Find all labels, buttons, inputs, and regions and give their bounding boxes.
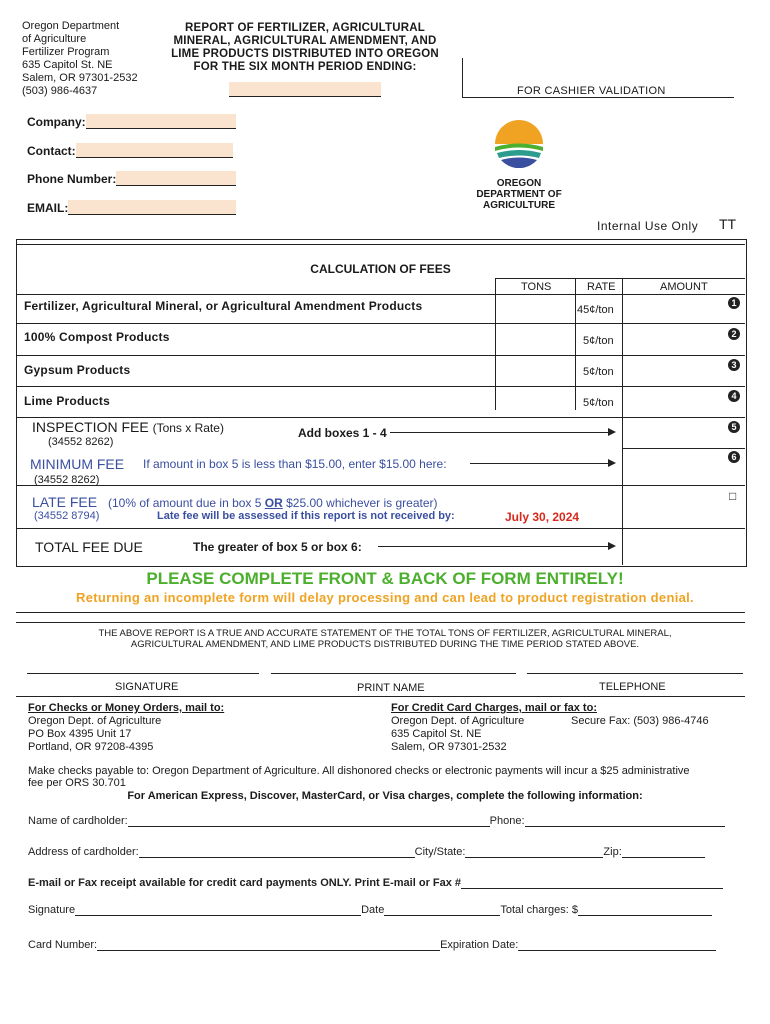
checks-line: Portland, OR 97208-4395: [28, 741, 154, 753]
cardholder-address-field[interactable]: [28, 846, 705, 858]
late-fee-notice: Late fee will be assessed if this report is not received by:: [157, 510, 455, 522]
checks-line: PO Box 4395 Unit 17: [28, 728, 132, 740]
contact-label: Contact:: [27, 144, 76, 158]
arrow-line: [390, 432, 608, 433]
grid-line: [16, 323, 745, 324]
card-number-label: Card Number:: [28, 939, 98, 951]
card-signature-field[interactable]: [28, 904, 712, 916]
late-fee-title: LATE FEE: [32, 494, 98, 510]
logo-line: AGRICULTURE: [482, 200, 556, 211]
late-fee-code: (34552 8794): [34, 510, 100, 522]
fee-table-double-line: [16, 244, 745, 245]
col-amount: AMOUNT: [660, 281, 708, 293]
grid-line: [495, 278, 575, 279]
late-fee-instruction: [108, 496, 438, 510]
card-signature-input[interactable]: [75, 905, 361, 916]
total-charges-label: Total charges: $: [500, 904, 578, 916]
grid-line: [16, 355, 745, 356]
cashier-divider: [462, 58, 463, 98]
total-charges-input[interactable]: [578, 905, 712, 916]
expiration-label: Expiration Date:: [440, 939, 519, 951]
fee-heading: CALCULATION OF FEES: [310, 262, 451, 276]
city-state-label: City/State:: [414, 846, 466, 858]
card-number-input[interactable]: [97, 940, 440, 951]
grid-line: [16, 417, 745, 418]
phone-input[interactable]: [116, 171, 236, 186]
oda-logo-icon: [492, 120, 546, 168]
print-name-line[interactable]: [271, 673, 516, 674]
payable-note: [28, 765, 748, 789]
address-line: Fertilizer Program: [22, 46, 110, 58]
arrow-line: [470, 463, 608, 464]
amount-input-3[interactable]: [625, 357, 725, 384]
box-number-4: 4: [728, 390, 740, 402]
cardholder-phone-input[interactable]: [525, 816, 725, 827]
arrow-right-icon: [608, 542, 616, 550]
minimum-fee-code: (34552 8262): [34, 474, 100, 486]
amount-input-late[interactable]: [625, 488, 725, 526]
card-date-input[interactable]: [384, 905, 500, 916]
title-line: LIME PRODUCTS DISTRIBUTED INTO OREGON: [171, 48, 439, 60]
telephone-label: TELEPHONE: [599, 681, 666, 693]
grid-line: [16, 528, 745, 529]
cardholder-address-label: Address of cardholder:: [28, 846, 139, 858]
inspection-fee-sub: (Tons x Rate): [152, 421, 224, 435]
card-signature-label: Signature: [28, 904, 76, 916]
card-instructions: For American Express, Discover, MasterCard, or Visa charges, complete the following information:: [127, 790, 643, 802]
box-number-late: □: [729, 489, 737, 503]
expiration-input[interactable]: [518, 940, 716, 951]
company-input[interactable]: [86, 114, 236, 129]
grid-line: [16, 485, 745, 486]
address-line: (503) 986-4637: [22, 85, 98, 97]
zip-input[interactable]: [622, 847, 705, 858]
payable-line: Make checks payable to: Oregon Department of Agriculture. All dishonored checks or electronic payments will incur a $25 administrative: [28, 765, 690, 777]
zip-label: Zip:: [603, 846, 622, 858]
complete-form-notice: PLEASE COMPLETE FRONT & BACK OF FORM ENTIRELY!: [146, 569, 624, 588]
tons-input-2[interactable]: [500, 326, 573, 353]
cc-line: Oregon Dept. of Agriculture: [391, 715, 525, 727]
signature-label: SIGNATURE: [115, 681, 179, 693]
phone-label: Phone Number:: [27, 172, 117, 186]
divider: [16, 622, 745, 623]
contact-field[interactable]: [27, 143, 233, 158]
box-number-1: 1: [728, 297, 740, 309]
grid-vline-tons: [495, 278, 496, 410]
title-line: MINERAL, AGRICULTURAL AMENDMENT, AND: [173, 35, 437, 47]
cardholder-phone-label: Phone:: [489, 815, 525, 827]
late-fee-instruction-b: $25.00 whichever is greater): [282, 496, 438, 510]
payable-line: fee per ORS 30.701: [28, 777, 126, 789]
form-title: [150, 22, 460, 74]
inspection-fee-title: [32, 419, 224, 435]
grid-line: [575, 278, 745, 279]
box-number-3: 3: [728, 359, 740, 371]
oda-logo-text: [466, 178, 572, 211]
agency-address: [22, 20, 138, 98]
cardholder-name-label: Name of cardholder:: [28, 815, 128, 827]
total-fee-instruction: The greater of box 5 or box 6:: [193, 540, 362, 554]
oda-logo: [492, 120, 546, 173]
statement-line: AGRICULTURAL AMENDMENT, AND LIME PRODUCTS DISTRIBUTED DURING THE TIME PERIOD STATED ABOVE.: [130, 639, 640, 650]
receipt-label: E-mail or Fax receipt available for credit card payments ONLY. Print E-mail or Fax #: [28, 877, 462, 889]
row-label-gypsum: Gypsum Products: [24, 363, 131, 377]
email-field[interactable]: [27, 200, 236, 215]
arrow-right-icon: [608, 428, 616, 436]
box-number-2: 2: [728, 328, 740, 340]
city-state-input[interactable]: [465, 847, 603, 858]
company-field[interactable]: [27, 114, 236, 129]
box-number-5: 5: [728, 421, 740, 433]
total-fee-title: TOTAL FEE DUE: [35, 539, 143, 555]
address-line: Salem, OR 97301-2532: [22, 72, 138, 84]
grid-line: [16, 386, 745, 387]
row-label-fertilizer: Fertilizer, Agricultural Mineral, or Agricultural Amendment Products: [24, 299, 423, 313]
minimum-fee-title: MINIMUM FEE: [30, 456, 125, 472]
amount-input-5[interactable]: [625, 419, 725, 446]
cardholder-name-field[interactable]: [28, 815, 725, 827]
credit-card-mailing: [391, 702, 597, 754]
inspection-fee-instruction: Add boxes 1 - 4: [298, 426, 387, 440]
print-name-label: PRINT NAME: [357, 682, 425, 694]
tons-input-1[interactable]: [500, 296, 573, 321]
box-number-6: 6: [728, 451, 740, 463]
amount-input-4[interactable]: [625, 388, 725, 415]
grid-line: [622, 448, 745, 449]
email-input[interactable]: [68, 200, 236, 215]
late-fee-or: OR: [264, 496, 283, 510]
phone-field[interactable]: [27, 171, 236, 186]
arrow-right-icon: [608, 459, 616, 467]
address-line: of Agriculture: [22, 33, 87, 45]
secure-fax: Secure Fax: (503) 986-4746: [571, 715, 709, 727]
row-label-lime: Lime Products: [24, 394, 110, 408]
grid-line: [16, 294, 745, 295]
row-rate: 5¢/ton: [583, 397, 614, 409]
amount-input-6[interactable]: [625, 450, 725, 483]
checks-line: Oregon Dept. of Agriculture: [28, 715, 162, 727]
cc-line: 635 Capitol St. NE: [391, 728, 482, 740]
total-fee-input[interactable]: [625, 531, 725, 563]
card-number-field[interactable]: [28, 939, 716, 951]
late-fee-instruction-a: (10% of amount due in box 5: [108, 496, 265, 510]
internal-use-code: TT: [719, 216, 737, 232]
tons-input-3[interactable]: [500, 357, 573, 384]
incomplete-form-warning: Returning an incomplete form will delay processing and can lead to product registration denial.: [76, 590, 694, 605]
logo-line: OREGON: [496, 178, 542, 189]
address-line: Oregon Department: [22, 20, 120, 32]
receipt-field[interactable]: [28, 877, 723, 889]
contact-input[interactable]: [76, 143, 233, 158]
cashier-label: FOR CASHIER VALIDATION: [517, 85, 666, 97]
cc-title: For Credit Card Charges, mail or fax to:: [391, 702, 597, 714]
amount-input-2[interactable]: [625, 326, 725, 353]
tons-input-4[interactable]: [500, 388, 573, 415]
row-rate: 5¢/ton: [583, 366, 614, 378]
grid-vline-rate: [575, 278, 576, 410]
cardholder-address-input[interactable]: [139, 847, 415, 858]
internal-use-label: Internal Use Only: [597, 219, 699, 233]
statement-line: THE ABOVE REPORT IS A TRUE AND ACCURATE STATEMENT OF THE TOTAL TONS OF FERTILIZER, AGRICULTURAL MINERAL,: [98, 628, 672, 639]
email-label: EMAIL:: [27, 201, 69, 215]
logo-line: DEPARTMENT OF: [476, 189, 562, 200]
row-rate: 45¢/ton: [577, 304, 614, 316]
card-date-label: Date: [361, 904, 385, 916]
telephone-line[interactable]: [527, 673, 743, 674]
grid-vline-amount: [622, 278, 623, 565]
inspection-fee-label: INSPECTION FEE: [32, 419, 149, 435]
signature-line[interactable]: [27, 673, 259, 674]
receipt-input[interactable]: [461, 878, 723, 889]
company-label: Company:: [27, 115, 86, 129]
divider: [16, 612, 745, 613]
divider: [16, 696, 745, 697]
col-rate: RATE: [587, 281, 616, 293]
cardholder-name-input[interactable]: [128, 816, 490, 827]
inspection-fee-code: (34552 8262): [48, 436, 114, 448]
arrow-line: [378, 546, 608, 547]
amount-input-1[interactable]: [625, 296, 725, 321]
cc-line: Salem, OR 97301-2532: [391, 741, 507, 753]
checks-title: For Checks or Money Orders, mail to:: [28, 702, 225, 714]
period-ending-field[interactable]: [229, 82, 381, 97]
address-line: 635 Capitol St. NE: [22, 59, 113, 71]
checks-mailing: [28, 702, 224, 754]
minimum-fee-instruction: If amount in box 5 is less than $15.00, enter $15.00 here:: [143, 457, 447, 471]
row-rate: 5¢/ton: [583, 335, 614, 347]
row-label-compost: 100% Compost Products: [24, 330, 170, 344]
certification-statement: [0, 628, 770, 650]
late-fee-due-date: July 30, 2024: [505, 510, 580, 524]
col-tons: TONS: [521, 281, 552, 293]
title-line: REPORT OF FERTILIZER, AGRICULTURAL: [185, 22, 425, 34]
title-line: FOR THE SIX MONTH PERIOD ENDING:: [193, 61, 417, 73]
